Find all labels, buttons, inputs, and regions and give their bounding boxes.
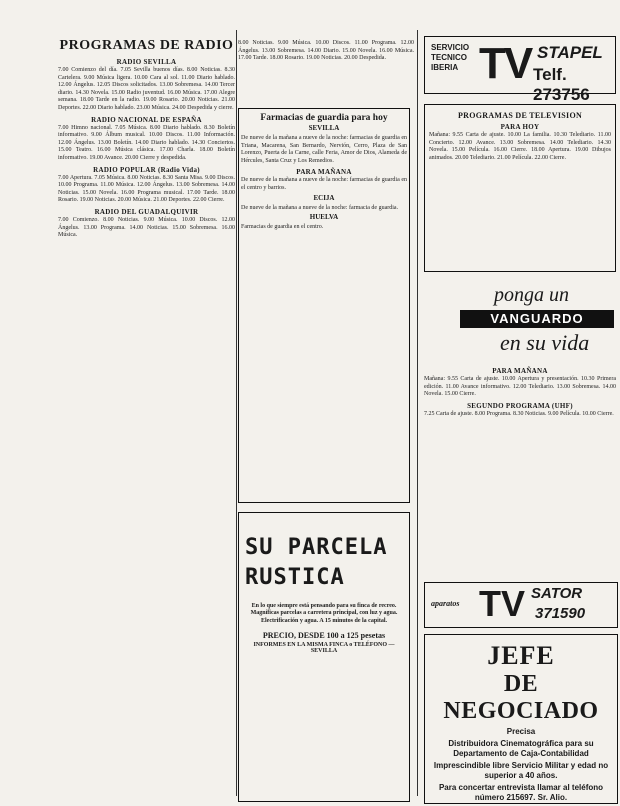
section-heading: RADIO DEL GUADALQUIVIR [94, 207, 199, 216]
stapel-line1: SERVICIO [431, 43, 470, 52]
pharmacy-text: De nueve de la mañana a nueve de la noche: farmacias de guardia en el centro y barrios. [241, 177, 407, 191]
sator-tag: aparatos [431, 599, 460, 608]
section-text: 7.00 Comienzo. 8.00 Noticias. 9.00 Música. 10.00 Discos. 12.00 Ángelus. 13.00 Programa. 14.00 Noticias. 15.00 Sobremesa. 16.00 Música. [58, 216, 235, 239]
sator-phone: 371590 [535, 605, 586, 622]
section-text: 7.00 Himno nacional. 7.05 Música. 8.00 Diario hablado. 8.30 Boletín informativo. 9.00 Álbum musical. 10.00 Discos. 11.00 Información. 12.00 Ángelus. 13.00 Boletín. 14.00 Diario hablado. 14.30 Conciertos. 15.00 Teatro. 16.00 Música clásica. 17.00 Charla. 18.00 Boletín informativo. 19.00 Avance. 20.00 Cierre y despedida. [58, 124, 235, 161]
stapel-brand: STAPEL [537, 43, 603, 62]
pharmacy-text: De nueve de la mañana a nueve de la noche: farmacia de guardia. [241, 204, 399, 211]
pharmacy-box [238, 108, 410, 503]
pharmacy-city: ECIJA [313, 193, 335, 202]
tv-tomorrow-text: Mañana: 9.55 Carta de ajuste. 10.00 Apertura y presentación. 10.30 Primera edición. 11.00 Avance informativo. 12.00 Telediario. 13.00 Sobremesa. 14.00 Novela. 15.00 Cierre. [424, 376, 616, 398]
job-title-line1: JEFE [487, 641, 555, 670]
radio-column [58, 0, 235, 806]
job-line: Imprescindible libre Servicio Militar y edad no superior a 40 años. [433, 761, 609, 780]
vanguardo-line2: en su vida [500, 330, 590, 355]
tv-tomorrow-heading: PARA MAÑANA [492, 367, 548, 375]
section-heading: RADIO SEVILLA [116, 58, 177, 66]
page-title: PROGRAMAS DE RADIO [59, 38, 234, 53]
section-heading: RADIO POPULAR (Radio Vida) [93, 165, 200, 174]
tv-text: Mañana: 9.55 Carta de ajuste. 10.00 La familia. 10.30 Telediario. 11.00 Concierto. 12.00 Avance. 13.00 Sobremesa. 14.00 Telediario. 14.30 Novela. 15.00 Película. 16.00 Cierre. 18.00 Apertura. 19.00 Dibujos animados. 20.00 Telediario. 21.00 Película. 22.00 Cierre. [429, 132, 611, 161]
sator-tv-logo: TV [479, 583, 526, 624]
middle-column [238, 0, 414, 806]
job-line: Precisa [506, 727, 536, 736]
vanguardo-line1: ponga un [494, 284, 569, 306]
tv-subheading: PARA HOY [500, 123, 540, 131]
parcela-line2: RUSTICA [245, 565, 345, 590]
section-text: 7.00 Comienzo del día. 7.05 Sevilla buenos días. 8.00 Noticias. 8.30 Cartelera. 9.00 Música ligera. 10.00 Cara al sol. 11.00 Diario hablado. 12.00 Ángelus. 12.05 Discos solicitados. 13.00 Sobremesa. 14.00 Tercer diario. 14.30 Novela. 15.00 Radio juventud. 16.00 Música. 17.00 Alegre semana. 18.00 Tarde en la radio. 19.00 Rosario. 20.00 Noticias. 21.00 Deportes. 22.00 Diario hablado. 23.00 Música. 24.00 Despedida y cierre. [58, 67, 235, 111]
sator-ad [424, 582, 618, 628]
parcela-line1: SU PARCELA [245, 535, 388, 560]
job-title-line2: DE NEGOCIADO [443, 671, 599, 724]
job-ad [424, 634, 618, 804]
pharmacy-text: Farmacias de guardia en el centro. [241, 224, 324, 231]
parcela-description: En lo que siempre está pensando para su finca de recreo. Magníficas parcelas a carretera principal, con luz y agua. Electrificación y agua. A 15 minutos de la capital. [250, 603, 398, 624]
column-divider-1 [236, 30, 237, 796]
pharmacy-city: SEVILLA [308, 124, 340, 132]
stapel-phone: Telf. 273756 [533, 65, 590, 104]
right-column [420, 0, 618, 806]
tv-tomorrow [424, 364, 616, 554]
pharmacy-city: HUELVA [309, 213, 339, 222]
parcela-headline [245, 533, 403, 593]
vanguardo-brand: VANGUARDO [460, 310, 614, 328]
tv-programs-box [424, 104, 616, 272]
radio-continued-text: 8.00 Noticias. 9.00 Música. 10.00 Discos. 11.00 Programa. 12.00 Ángelus. 13.00 Sobremesa. 14.00 Diario. 15.00 Novela. 16.00 Música. 17.00 Tarde. 18.00 Rosario. 19.00 Noticias. 20.00 Despedida. [238, 40, 414, 62]
parcela-price: PRECIO, DESDE 100 a 125 pesetas [262, 631, 386, 641]
stapel-service-label [431, 43, 469, 73]
stapel-tv-logo: TV [479, 39, 532, 88]
section-text: 7.00 Apertura. 7.05 Música. 8.00 Noticias. 8.30 Santa Misa. 9.00 Discos. 10.00 Programa. 11.00 Música. 12.00 Ángelus. 13.00 Sobremesa. 14.00 Noticias. 15.00 Novela. 16.00 Programa musical. 17.00 Tarde. 18.00 Rosario. 19.00 Noticias. 20.00 Música. 21.00 Deportes. 22.00 Cierre. [58, 174, 235, 204]
sator-brand: SATOR [531, 585, 583, 602]
tv-second-heading: SEGUNDO PROGRAMA (UHF) [467, 401, 573, 410]
pharmacy-text: De nueve de la mañana a nueve de la noche: farmacias de guardia en Triana, Macarena, San Bernardo, Nervión, Cerro, Plaza de San Lorenzo, Puerta de la Carne, calle Feria, Amor de Dios, Alameda de Hércules, Santa Cruz y Los Remedios. [241, 135, 407, 164]
job-line: Distribuidora Cinematográfica para su Departamento de Caja-Contabilidad [448, 739, 594, 758]
tv-second-text: 7.25 Carta de ajuste. 8.00 Programa. 8.30 Noticias. 9.00 Película. 10.00 Cierre. [424, 410, 614, 417]
parcela-ad [238, 512, 410, 802]
pharmacy-title: Farmacias de guardia para hoy [260, 113, 388, 123]
stapel-line3: IBERIA [431, 63, 459, 72]
vanguardo-ad [424, 282, 616, 362]
column-divider-2 [417, 30, 418, 796]
job-line: Para concertar entrevista llamar al teléfono número 215697. Sr. Alio. [438, 783, 604, 802]
section-heading: RADIO NACIONAL DE ESPAÑA [91, 115, 202, 124]
stapel-line2: TECNICO [431, 53, 467, 62]
parcela-address: INFORMES EN LA MISMA FINCA o TELÉFONO — SEVILLA [253, 642, 395, 655]
pharmacy-subheading: PARA MAÑANA [296, 168, 352, 177]
tv-programs-title: PROGRAMAS DE TELEVISION [457, 111, 583, 120]
stapel-ad [424, 36, 616, 104]
